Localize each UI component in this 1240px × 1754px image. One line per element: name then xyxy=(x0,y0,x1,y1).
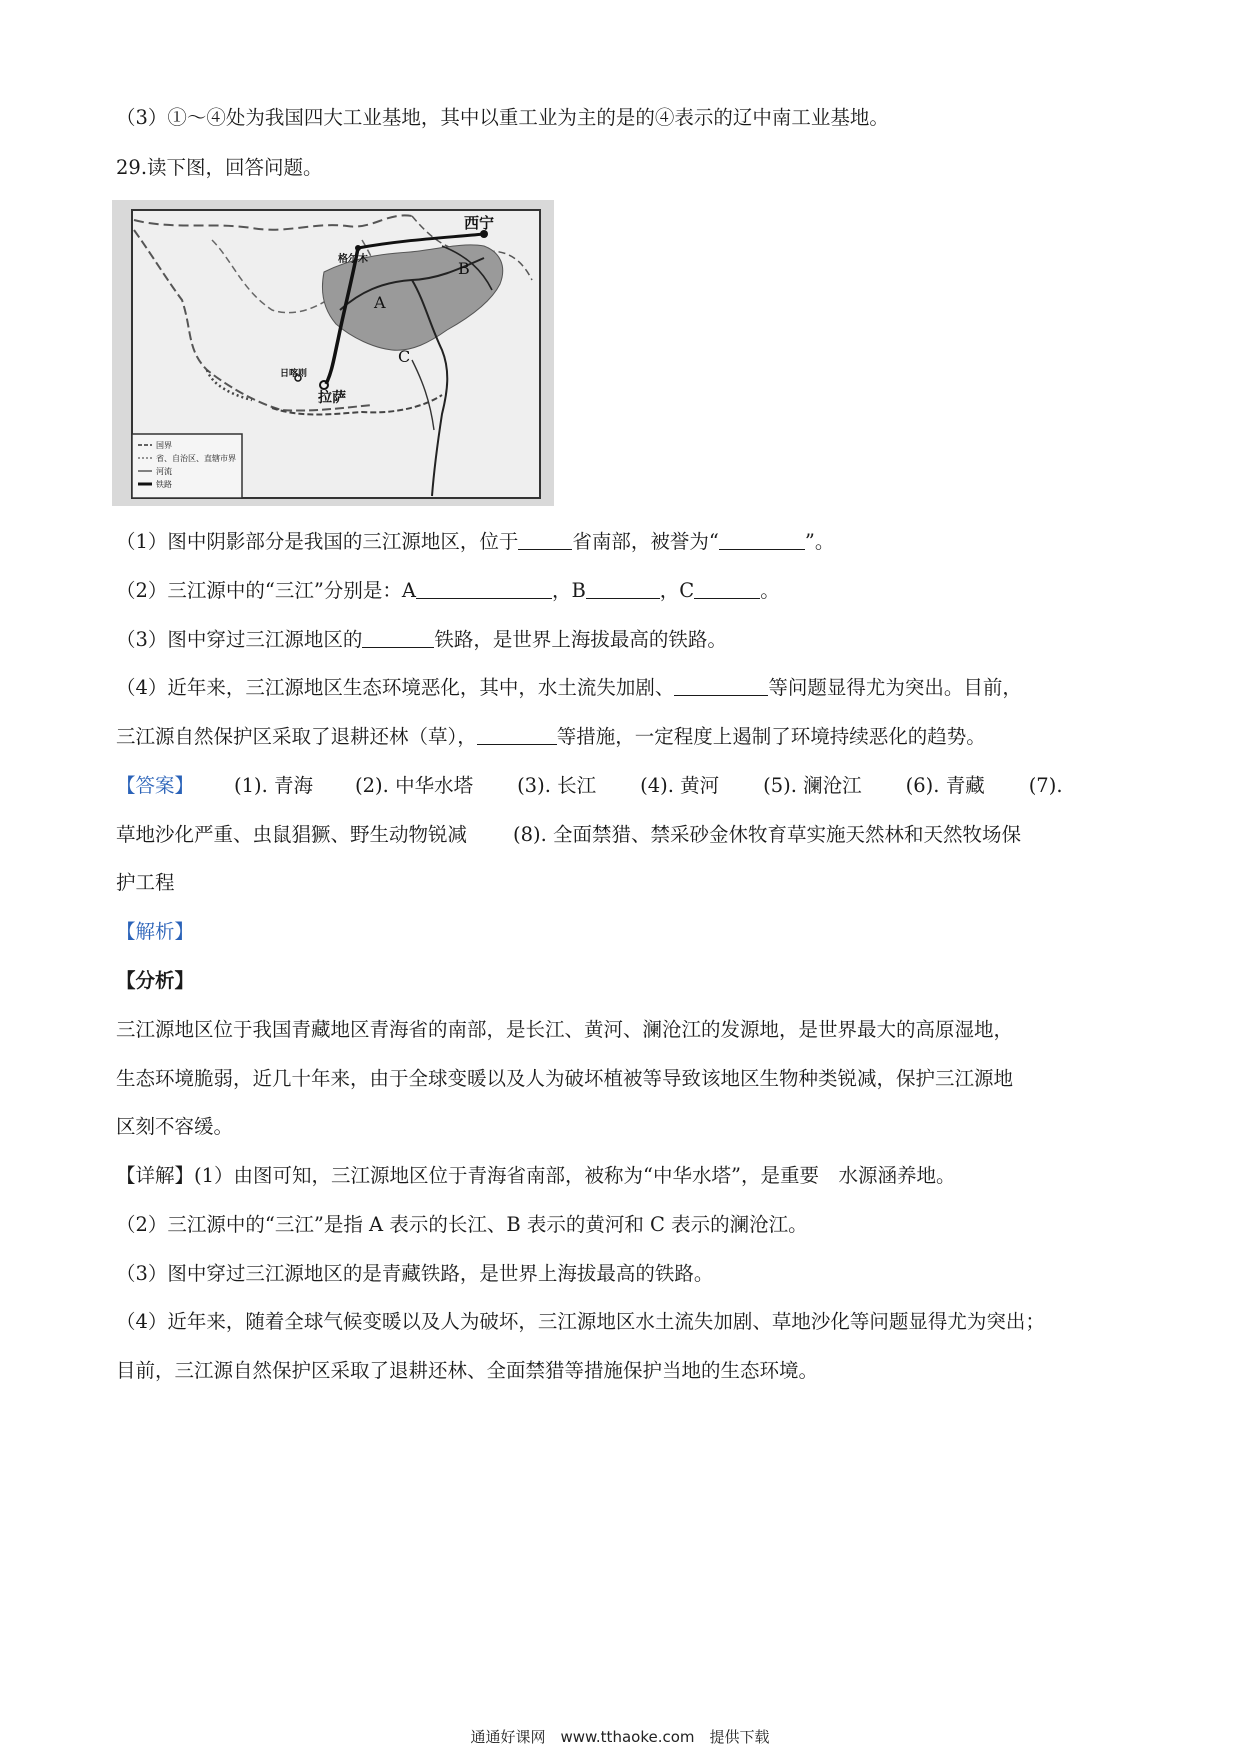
fenxi-heading: 【分析】 xyxy=(116,969,195,992)
q4-text-c: 三江源自然保护区采取了退耕还林（草）， xyxy=(116,725,477,748)
q4-blank-1[interactable] xyxy=(674,675,768,696)
q4-blank-2[interactable] xyxy=(477,724,557,745)
page-footer: 通通好课网 www.tthaoke.com 提供下载 xyxy=(470,1728,770,1746)
analysis-tag: 【解析】 xyxy=(116,920,195,943)
analysis-paragraph-line3: 区刻不容缓。 xyxy=(116,1115,234,1138)
legend-river: 河流 xyxy=(156,467,172,476)
map-label-a: A xyxy=(374,293,386,312)
answer-item-6: (6). 青藏 xyxy=(905,774,985,797)
answer-item-8: (8). 全面禁猎、禁采砂金休牧育草实施天然林和天然牧场保 xyxy=(513,823,1022,846)
question-29-4-line2 xyxy=(116,722,1126,752)
detail-line1: 【详解】(1）由图可知，三江源地区位于青海省南部，被称为“中华水塔”，是重要 水源涵养地。 xyxy=(116,1164,956,1187)
q1-blank-2[interactable] xyxy=(719,529,805,550)
q2-blank-c[interactable] xyxy=(694,578,760,599)
q2-text-a: （2）三江源中的“三江”分别是：A xyxy=(116,579,416,602)
legend-province: 省、自治区、直辖市界 xyxy=(156,454,236,463)
legend-border: 国界 xyxy=(156,441,172,450)
map-label-xining: 西宁 xyxy=(464,214,495,232)
detail-line4: （4）近年来，随着全球气候变暖以及人为破坏，三江源地区水土流失加剧、草地沙化等问题显得尤为突出； xyxy=(116,1310,1045,1333)
answer-item-5: (5). 澜沧江 xyxy=(763,774,862,797)
answer-line3: 护工程 xyxy=(116,871,175,894)
map-label-c: C xyxy=(398,347,411,366)
question-29-title: 29.读下图，回答问题。 xyxy=(116,156,323,179)
q1-blank-1[interactable] xyxy=(518,529,572,550)
legend-railway: 铁路 xyxy=(156,480,172,489)
q3-text-a: （3）图中穿过三江源地区的 xyxy=(116,628,363,651)
answer-line1 xyxy=(116,771,1140,801)
answer-item-7: 草地沙化严重、虫鼠猖獗、野生动物锐减 xyxy=(116,823,468,846)
analysis-paragraph-line2: 生态环境脆弱，近几十年来，由于全球变暖以及人为破坏植被等导致该地区生物种类锐减，保护三江源地 xyxy=(116,1067,1014,1090)
answer-tag: 【答案】 xyxy=(116,774,195,797)
answer-item-3: (3). 长江 xyxy=(517,774,597,797)
q2-text-c: ，C xyxy=(659,579,695,602)
detail-line2: （2）三江源中的“三江”是指 A 表示的长江、B 表示的黄河和 C 表示的澜沧江。 xyxy=(116,1213,808,1236)
detail-line3: （3）图中穿过三江源地区的是青藏铁路，是世界上海拔最高的铁路。 xyxy=(116,1262,714,1285)
q1-text-b: 省南部，被誉为“ xyxy=(572,530,719,553)
question-29-3 xyxy=(116,625,1126,655)
analysis-paragraph-line1: 三江源地区位于我国青藏地区青海省的南部，是长江、黄河、澜沧江的发源地，是世界最大的高原湿地， xyxy=(116,1018,1014,1041)
answer-item-2: (2). 中华水塔 xyxy=(355,774,474,797)
map-label-b: B xyxy=(458,259,470,278)
answer-item-4: (4). 黄河 xyxy=(640,774,720,797)
q3-blank[interactable] xyxy=(362,627,434,648)
q2-text-b: ，B xyxy=(551,579,586,602)
question-29-1 xyxy=(116,527,1126,557)
question-29-2 xyxy=(116,576,1126,606)
q3-text-b: 铁路，是世界上海拔最高的铁路。 xyxy=(434,628,727,651)
q2-text-d: 。 xyxy=(760,579,780,602)
map-label-geermu: 格尔木 xyxy=(338,254,368,265)
q4-text-d: 等措施，一定程度上遏制了环境持续恶化的趋势。 xyxy=(556,725,986,748)
q1-text-c: ”。 xyxy=(804,530,835,553)
q1-text-a: （1）图中阴影部分是我国的三江源地区，位于 xyxy=(116,530,519,553)
detail-line5: 目前，三江源自然保护区采取了退耕还林、全面禁猎等措施保护当地的生态环境。 xyxy=(116,1359,819,1382)
map-label-lasa: 拉萨 xyxy=(318,390,346,406)
map-label-rikaze: 日喀则 xyxy=(280,369,308,379)
q2-blank-a[interactable] xyxy=(416,578,552,599)
answer-line2 xyxy=(116,820,1140,850)
question-29-4-line1 xyxy=(116,673,1126,703)
answer-item-1: (1). 青海 xyxy=(234,774,314,797)
q4-text-b: 等问题显得尤为突出。目前， xyxy=(768,676,1022,699)
text-line-industry: （3）①～④处为我国四大工业基地，其中以重工业为主的是的④表示的辽中南工业基地。 xyxy=(116,106,889,129)
answer-item-7-label: (7). xyxy=(1028,774,1063,797)
q4-text-a: （4）近年来，三江源地区生态环境恶化，其中，水土流失加剧、 xyxy=(116,676,675,699)
sanjiangyuan-map-figure xyxy=(112,200,554,506)
q2-blank-b[interactable] xyxy=(586,578,660,599)
